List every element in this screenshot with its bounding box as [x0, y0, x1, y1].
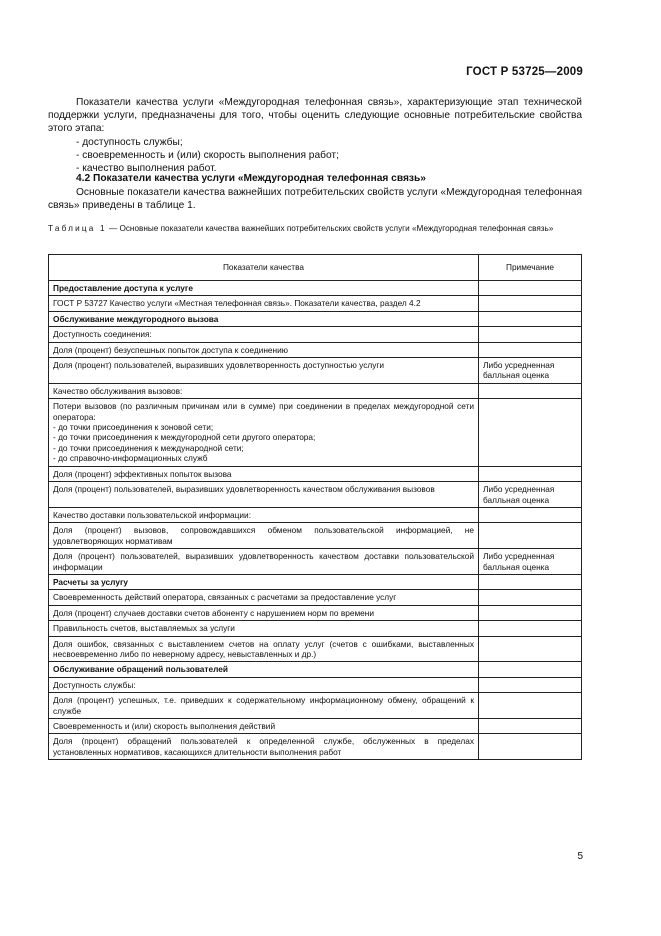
- indicator-cell: Качество доставки пользовательской информации:: [49, 507, 479, 522]
- note-cell: [479, 719, 582, 734]
- note-cell: [479, 296, 582, 311]
- note-cell: [479, 734, 582, 760]
- table-caption-text: — Основные показатели качества важнейших потребительских свойств услуги «Междугородная телефонная связь»: [106, 224, 554, 233]
- intro-paragraph: [48, 96, 582, 136]
- note-cell: [479, 621, 582, 636]
- note-cell: [479, 636, 582, 662]
- table-row: [49, 296, 582, 311]
- quality-indicators-table: [48, 254, 582, 760]
- indicator-cell: Своевременность действий оператора, связанных с расчетами за предоставление услуг: [49, 590, 479, 605]
- page-number: 5: [577, 851, 583, 862]
- table-row: [49, 358, 582, 384]
- indicator-cell: Качество обслуживания вызовов:: [49, 383, 479, 398]
- indicator-cell: ГОСТ Р 53727 Качество услуги «Местная телефонная связь». Показатели качества, раздел 4.2: [49, 296, 479, 311]
- table-row: [49, 281, 582, 296]
- list-item: - доступность службы;: [76, 137, 183, 148]
- indicator-cell: Доля (процент) пользователей, выразивших удовлетворенность качеством доставки пользовательской информации: [49, 549, 479, 575]
- indicator-cell: Доля (процент) обращений пользователей к определенной службе, обслуженных в пределах установленных нормативов, касающихся длительности выполнения работ: [49, 734, 479, 760]
- table-row: [49, 523, 582, 549]
- note-cell: [479, 311, 582, 326]
- table-section-heading: Обслуживание междугородного вызова: [49, 311, 479, 326]
- table-row: [49, 719, 582, 734]
- table-row: [49, 621, 582, 636]
- indicator-cell: Доступность службы:: [49, 677, 479, 692]
- document-id-header: ГОСТ Р 53725—2009: [466, 66, 583, 78]
- section-paragraph: [48, 186, 582, 212]
- note-cell: Либо усредненная балльная оценка: [479, 549, 582, 575]
- list-item: - своевременность и (или) скорость выполнения работ;: [76, 150, 339, 162]
- table-section-heading: Предоставление доступа к услуге: [49, 281, 479, 296]
- table-row: [49, 383, 582, 398]
- indicator-cell: Своевременность и (или) скорость выполнения действий: [49, 719, 479, 734]
- table-row: [49, 466, 582, 481]
- intro-text: Показатели качества услуги «Междугородная телефонная связь», характеризующие этап технической поддержки услуги, предназначены для того, чтобы оценить следующие основные потребительские свойства этого этапа:: [48, 97, 582, 135]
- note-cell: [479, 677, 582, 692]
- section-text: Основные показатели качества важнейших потребительских свойств услуги «Междугородная телефонная связь» приведены в таблице 1.: [48, 187, 582, 212]
- indicator-cell: Доля (процент) пользователей, выразивших удовлетворенность доступностью услуги: [49, 358, 479, 384]
- table-row: [49, 693, 582, 719]
- table-row: [49, 734, 582, 760]
- note-cell: [479, 466, 582, 481]
- table-row: [49, 327, 582, 342]
- note-cell: [479, 590, 582, 605]
- note-cell: [479, 507, 582, 522]
- indicator-cell: Доля (процент) пользователей, выразивших удовлетворенность качеством обслуживания вызовов: [49, 482, 479, 508]
- table-row: [49, 662, 582, 677]
- section-title: 4.2 Показатели качества услуги «Междугородная телефонная связь»: [76, 173, 426, 184]
- indicator-cell: Доля (процент) эффективных попыток вызова: [49, 466, 479, 481]
- note-cell: [479, 281, 582, 296]
- note-cell: [479, 523, 582, 549]
- note-cell: [479, 327, 582, 342]
- table-row: [49, 605, 582, 620]
- table-caption: [48, 223, 588, 234]
- note-cell: Либо усредненная балльная оценка: [479, 482, 582, 508]
- indicator-cell: Потери вызовов (по различным причинам или в сумме) при соединении в пределах междугородной сети оператора: - до точки присоединения к зоновой сети; - до точки присоединения к междугородной сети другого оператора; - до точки присоединения к международной сети; - до справочно-информационных служб: [49, 399, 479, 466]
- table-header-row: [49, 255, 582, 281]
- indicator-cell: Правильность счетов, выставляемых за услуги: [49, 621, 479, 636]
- note-cell: [479, 605, 582, 620]
- table-row: [49, 507, 582, 522]
- table-section-heading: Расчеты за услугу: [49, 574, 479, 589]
- note-cell: [479, 399, 582, 466]
- table-caption-label: Таблица 1: [48, 224, 107, 233]
- table-row: [49, 590, 582, 605]
- table-row: [49, 311, 582, 326]
- column-header-indicators: Показатели качества: [49, 255, 479, 281]
- indicator-cell: Доля (процент) безуспешных попыток доступа к соединению: [49, 342, 479, 357]
- table-row: [49, 342, 582, 357]
- indicator-cell: Доля (процент) успешных, т.е. приведших к содержательному информационному обмену, обращений к службе: [49, 693, 479, 719]
- indicator-cell: Доля ошибок, связанных с выставлением счетов на оплату услуг (счетов с ошибками, выставленных несвоевременно либо по неверному адресу, невыставленных и др.): [49, 636, 479, 662]
- table-row: [49, 574, 582, 589]
- table-row: [49, 399, 582, 466]
- note-cell: [479, 662, 582, 677]
- note-cell: Либо усредненная балльная оценка: [479, 358, 582, 384]
- table-row: [49, 482, 582, 508]
- list-item: - качество выполнения работ.: [76, 163, 217, 175]
- note-cell: [479, 693, 582, 719]
- intro-list: [76, 136, 339, 176]
- note-cell: [479, 574, 582, 589]
- table-section-heading: Обслуживание обращений пользователей: [49, 662, 479, 677]
- note-cell: [479, 342, 582, 357]
- indicator-cell: Доступность соединения:: [49, 327, 479, 342]
- note-cell: [479, 383, 582, 398]
- column-header-note: Примечание: [479, 255, 582, 281]
- table-row: [49, 549, 582, 575]
- indicator-cell: Доля (процент) вызовов, сопровождавшихся обменом пользовательской информацией, не удовлетворяющих нормативам: [49, 523, 479, 549]
- table-row: [49, 636, 582, 662]
- table-row: [49, 677, 582, 692]
- indicator-cell: Доля (процент) случаев доставки счетов абоненту с нарушением норм по времени: [49, 605, 479, 620]
